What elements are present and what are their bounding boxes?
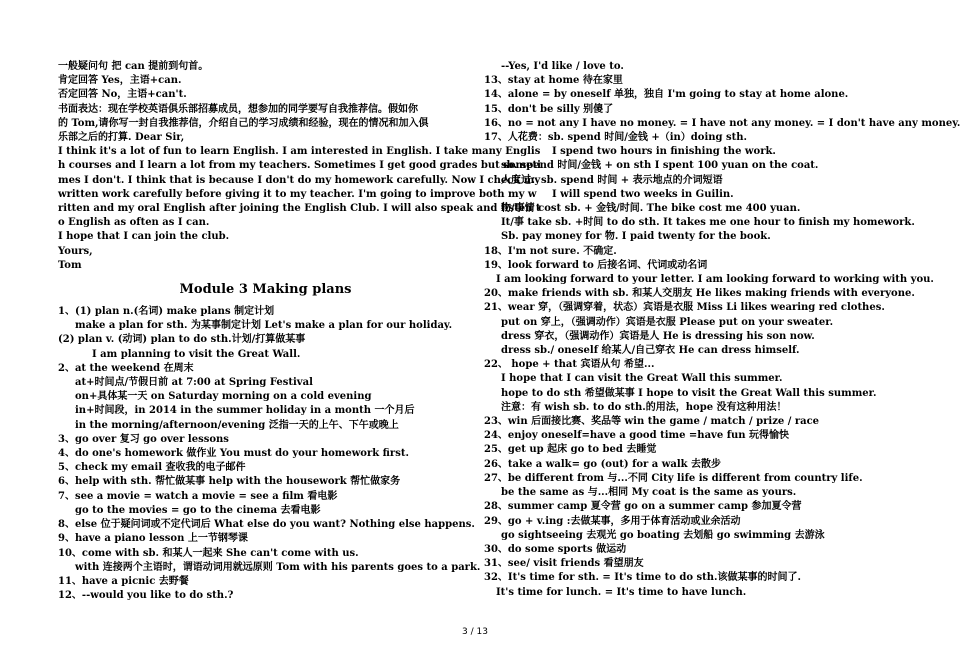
text-line: 32、It's time for sth. = It's time to do sth.该做某事的时间了. [484, 572, 802, 584]
text-line: sb. spend 时间/金钱 + on sth I spent 100 yuan on the coat. [501, 160, 819, 172]
text-line: --Yes, I'd like / love to. [501, 61, 624, 72]
text-line: (2) plan v. (动词) plan to do sth.计划/打算做某事 [58, 334, 306, 346]
text-line: written work carefully before giving it to my teacher. I'm going to improve both my w [58, 188, 537, 200]
text-line: 10、come with sb. 和某人一起来 She can't come with us. [58, 547, 359, 559]
text-line: o English as often as I can. [58, 217, 210, 229]
text-line: 21、wear 穿，（强调穿着，状态）宾语是衣服 Miss Li likes wearing red clothes. [484, 302, 885, 314]
text-line: 23、win 后面接比赛、奖品等 win the game / match / prize / race [484, 416, 820, 428]
text-line: 11、have a picnic 去野餐 [58, 575, 189, 587]
text-line: Yours, [58, 245, 93, 257]
letter-section [58, 60, 541, 273]
text-line: Tom [58, 259, 82, 271]
text-line: 15、don't be silly 别傻了 [484, 103, 614, 115]
text-line: 7、see a movie = watch a movie = see a film 看电影 [58, 490, 338, 502]
text-line: 否定回答 No，主语+can't. [58, 89, 187, 101]
text-line: 13、stay at home 待在家里 [484, 75, 623, 87]
right-column [484, 60, 960, 600]
text-line: 3、go over 复习 go over lessons [58, 433, 229, 445]
text-line: hope to do sth 希望做某事 I hope to visit the Great Wall this summer. [501, 387, 877, 399]
text-line: 14、alone = by oneself 单独，独自 I'm going to stay at home alone. [484, 89, 849, 101]
text-line: 27、be different from 与...不同 City life is different from country life. [484, 472, 863, 484]
text-line: I am planning to visit the Great Wall. [92, 348, 301, 360]
text-line: be the same as 与...相同 My coat is the same as yours. [501, 487, 797, 499]
text-line: I hope that I can join the club. [58, 231, 230, 243]
text-line: 26、take a walk= go (out) for a walk 去散步 [484, 458, 722, 470]
text-line: I think it's a lot of fun to learn English. I am interested in English. I take many Englis [58, 146, 541, 158]
text-line: with 连接两个主语时，谓语动词用就远原则 Tom with his parents goes to a park. [75, 561, 481, 573]
text-line: 5、check my email 查收我的电子邮件 [58, 462, 246, 474]
text-line: 31、see/ visit friends 看望朋友 [484, 558, 644, 570]
text-line: in+时间段，in 2014 in the summer holiday in a month 一个月后 [75, 405, 415, 417]
text-line: 12、--would you like to do sth.? [58, 590, 234, 602]
text-line: 24、enjoy oneself=have a good time =have fun 玩得愉快 [484, 430, 790, 442]
text-line: I hope that I can visit the Great Wall this summer. [501, 373, 783, 385]
module-notes [58, 305, 481, 603]
text-line: 肯定回答 Yes，主语+can. [58, 75, 182, 87]
text-line: make a plan for sth. 为某事制定计划 Let's make a plan for our holiday. [75, 320, 453, 332]
text-line: 30、do some sports 做运动 [484, 543, 627, 555]
text-line: 16、no = not any I have no money. = I have not any money. = I don't have any money. [484, 117, 960, 129]
text-line: 8、else 位于疑问词或不定代词后 What else do you want? Nothing else happens. [58, 519, 475, 531]
left-column [58, 60, 541, 603]
text-line: ritten and my oral English after joining the English Club. I will also speak and listen t [58, 203, 541, 215]
text-line: 书面表达：现在学校英语俱乐部招募成员，想参加的同学要写自我推荐信。假如你 [58, 103, 418, 115]
text-line: put on 穿上，（强调动作）宾语是衣服 Please put on your sweater. [501, 316, 834, 328]
text-line: 人度过：sb. spend 时间 + 表示地点的介词短语 [501, 174, 723, 186]
text-line: 一般疑问句 把 can 提前到句首。 [58, 61, 209, 72]
text-line: 28、summer camp 夏令营 go on a summer camp 参加夏令营 [484, 501, 802, 513]
text-line: 18、I'm not sure. 不确定. [484, 245, 617, 257]
text-line: 物/事情 cost sb. + 金钱/时间. The bike cost me 400 yuan. [501, 203, 801, 215]
text-line: at+时间点/节假日前 at 7:00 at Spring Festival [75, 377, 313, 389]
text-line: go sightseeing 去观光 go boating 去划船 go swimming 去游泳 [501, 529, 825, 541]
text-line: I spend two hours in finishing the work. [552, 146, 776, 158]
text-line: in the morning/afternoon/evening 泛指一天的上午、下午或晚上 [75, 419, 399, 431]
text-line: 9、have a piano lesson 上一节钢琴课 [58, 533, 248, 545]
text-line: 22、 hope + that 宾语从句 希望... [484, 359, 655, 371]
text-line: dress sb./ oneself 给某人/自己穿衣 He can dress himself. [501, 345, 800, 357]
page-number: 3 / 13 [462, 627, 488, 637]
text-line: 29、go + v.ing :去做某事，多用于体育活动或业余活动 [484, 515, 741, 527]
text-line: mes I don't. I think that is because I don't do my homework carefully. Now I check my [58, 174, 541, 186]
text-line: 6、help with sth. 帮忙做某事 help with the housework 帮忙做家务 [58, 476, 401, 488]
text-line: 2、at the weekend 在周末 [58, 362, 194, 374]
text-line: 25、get up 起床 go to bed 去睡觉 [484, 444, 657, 456]
module-title: Module 3 Making plans [179, 282, 352, 298]
text-line: 的 Tom,请你写一封自我推荐信，介绍自己的学习成绩和经验，现在的情况和加入俱 [58, 117, 429, 129]
text-line: 4、do one's homework 做作业 You must do your homework first. [58, 448, 409, 460]
text-line: go to the movies = go to the cinema 去看电影 [75, 504, 321, 516]
text-line: I am looking forward to your letter. I am looking forward to working with you. [496, 274, 934, 286]
text-line: I will spend two weeks in Guilin. [552, 188, 734, 200]
text-line: 17、人花费：sb. spend 时间/金钱 +（in）doing sth. [484, 132, 748, 144]
text-line: on+具体某一天 on Saturday morning on a cold evening [75, 391, 372, 403]
text-line: 19、look forward to 后接名词、代词或动名词 [484, 259, 708, 271]
text-line: It/事 take sb. +时间 to do sth. It takes me one hour to finish my homework. [501, 217, 915, 229]
text-line: dress 穿衣，（强调动作）宾语是人 He is dressing his son now. [501, 330, 815, 342]
text-line: Sb. pay money for 物. I paid twenty for the book. [501, 231, 771, 243]
text-line: 乐部之后的打算. Dear Sir, [58, 132, 185, 144]
text-line: It's time for lunch. = It's time to have lunch. [496, 586, 747, 598]
text-line: 20、make friends with sb. 和某人交朋友 He likes making friends with everyone. [484, 288, 915, 300]
text-line: 1、(1) plan n.(名词) make plans 制定计划 [58, 306, 275, 318]
text-line: h courses and I learn a lot from my teachers. Sometimes I get good grades but someti [58, 160, 541, 172]
text-line: 注意：有 wish sb. to do sth.的用法，hope 没有这种用法！ [501, 401, 787, 413]
